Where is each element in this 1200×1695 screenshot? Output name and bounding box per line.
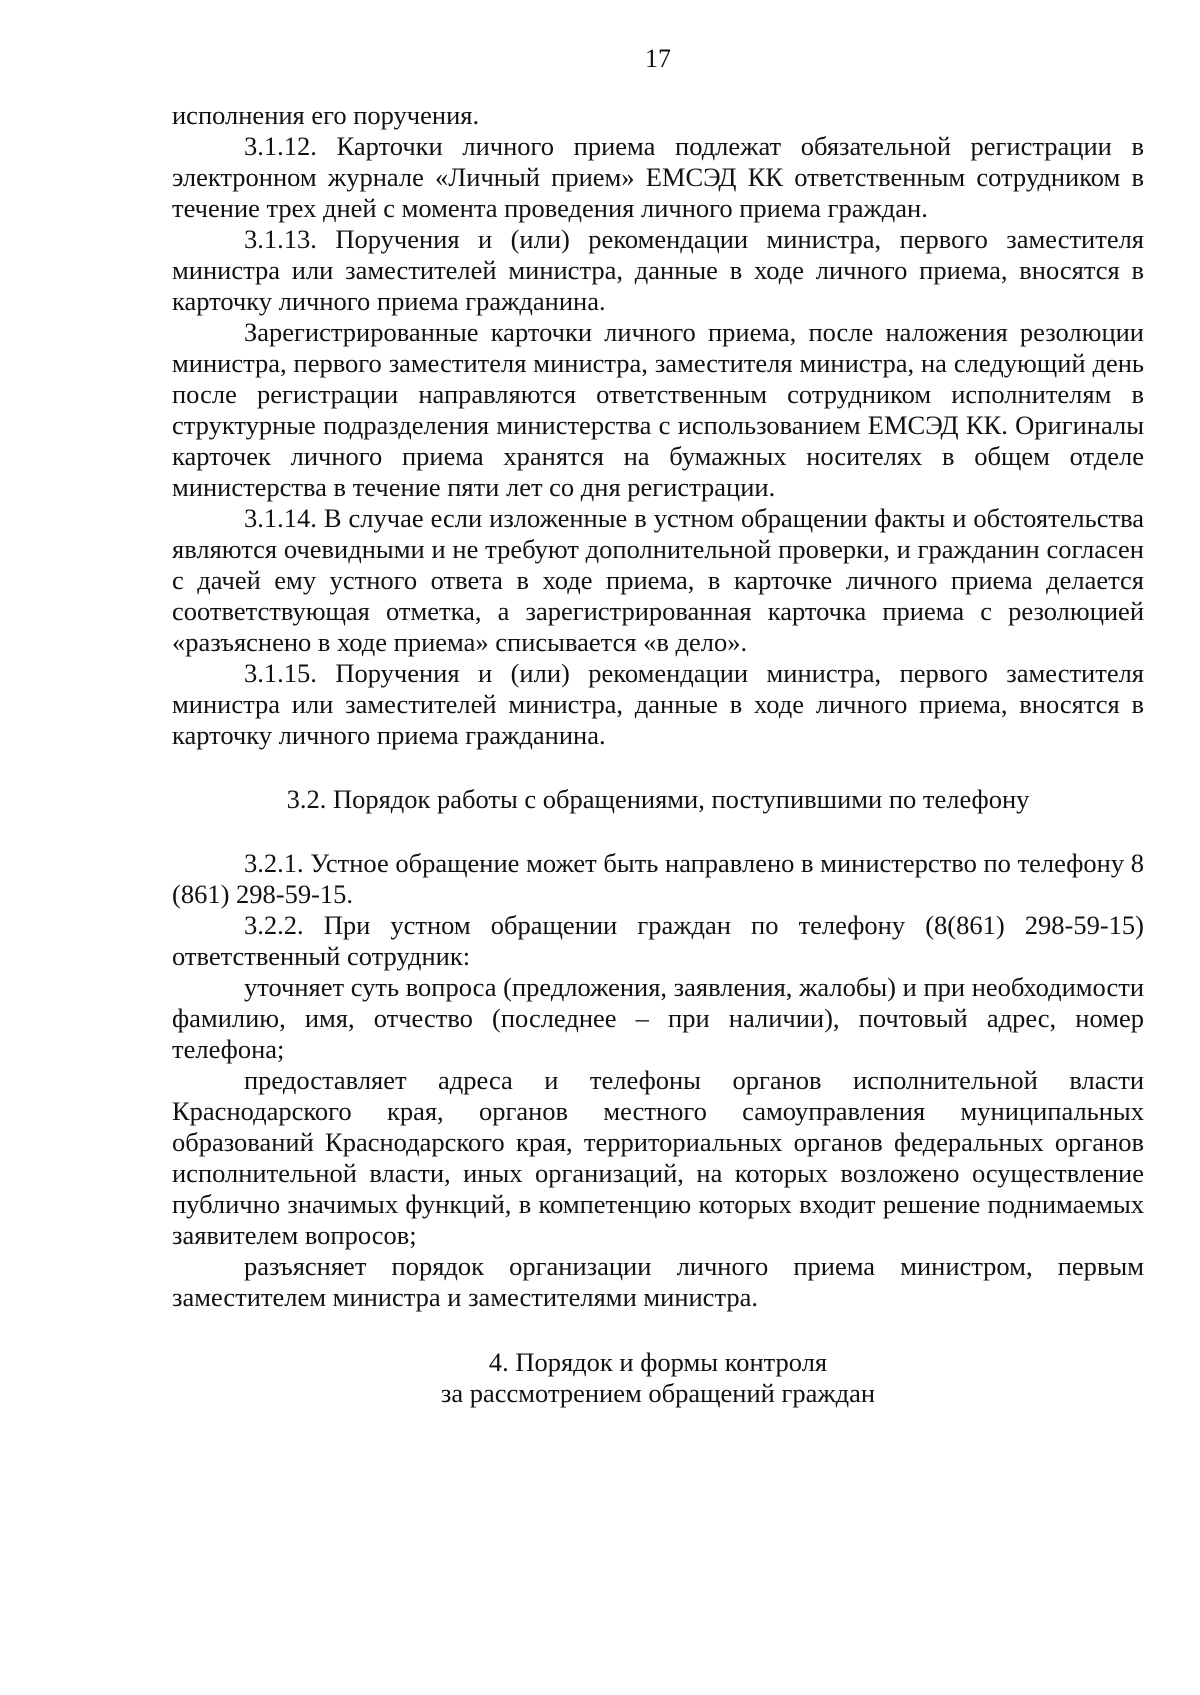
paragraph-3-1-15: 3.1.15. Поручения и (или) рекомендации министра, первого заместителя министра или заместителей министра, данные в ходе личного приема, вносятся в карточку личного приема гражданина. <box>172 658 1144 750</box>
paragraph-3-1-12: 3.1.12. Карточки личного приема подлежат обязательной регистрации в электронном журнале «Личный прием» ЕМСЭД КК ответственным сотрудником в течение трех дней с момента проведения личного приема граждан. <box>172 131 1144 223</box>
document-body <box>172 100 1144 1409</box>
paragraph-3-1-14: 3.1.14. В случае если изложенные в устном обращении факты и обстоятельства являются очевидными и не требуют дополнительной проверки, и гражданин согласен с дачей ему устного ответа в ходе приема, в карточке личного приема делается соответствующая отметка, а зарегистрированная карточка приема с резолюцией «разъяснено в ходе приема» списывается «в дело». <box>172 503 1144 657</box>
section-heading-4-line-1: 4. Порядок и формы контроля <box>488 1347 828 1377</box>
section-heading-3-2: 3.2. Порядок работы с обращениями, поступившими по телефону <box>286 784 1030 814</box>
paragraph-3-2-1: 3.2.1. Устное обращение может быть направлено в министерство по телефону 8 (861) 298-59-15. <box>172 848 1144 909</box>
paragraph-continuation: исполнения его поручения. <box>172 100 480 130</box>
paragraph-clarifies: уточняет суть вопроса (предложения, заявления, жалобы) и при необходимости фамилию, имя, отчество (последнее – при наличии), почтовый адрес, номер телефона; <box>172 972 1144 1064</box>
section-heading-4-line-2: за рассмотрением обращений граждан <box>440 1378 876 1408</box>
paragraph-provides: предоставляет адреса и телефоны органов исполнительной власти Краснодарского края, органов местного самоуправления муниципальных образований Краснодарского края, территориальных органов федеральных органов исполнительной власти, иных организаций, на которых возложено осуществление публично значимых функций, в компетенцию которых входит решение поднимаемых заявителем вопросов; <box>172 1065 1144 1250</box>
paragraph-3-2-2: 3.2.2. При устном обращении граждан по телефону (8(861) 298-59-15) ответственный сотрудник: <box>172 910 1144 971</box>
page-number: 17 <box>645 44 671 73</box>
paragraph-explains: разъясняет порядок организации личного приема министром, первым заместителем министра и заместителями министра. <box>172 1251 1144 1312</box>
paragraph-3-1-13: 3.1.13. Поручения и (или) рекомендации министра, первого заместителя министра или заместителей министра, данные в ходе личного приема, вносятся в карточку личного приема гражданина. <box>172 224 1144 316</box>
paragraph-registered-cards: Зарегистрированные карточки личного приема, после наложения резолюции министра, первого заместителя министра, заместителя министра, на следующий день после регистрации направляются ответственным сотрудником исполнителям в структурные подразделения министерства с использованием ЕМСЭД КК. Оригиналы карточек личного приема хранятся на бумажных носителях в общем отделе министерства в течение пяти лет со дня регистрации. <box>172 317 1144 502</box>
